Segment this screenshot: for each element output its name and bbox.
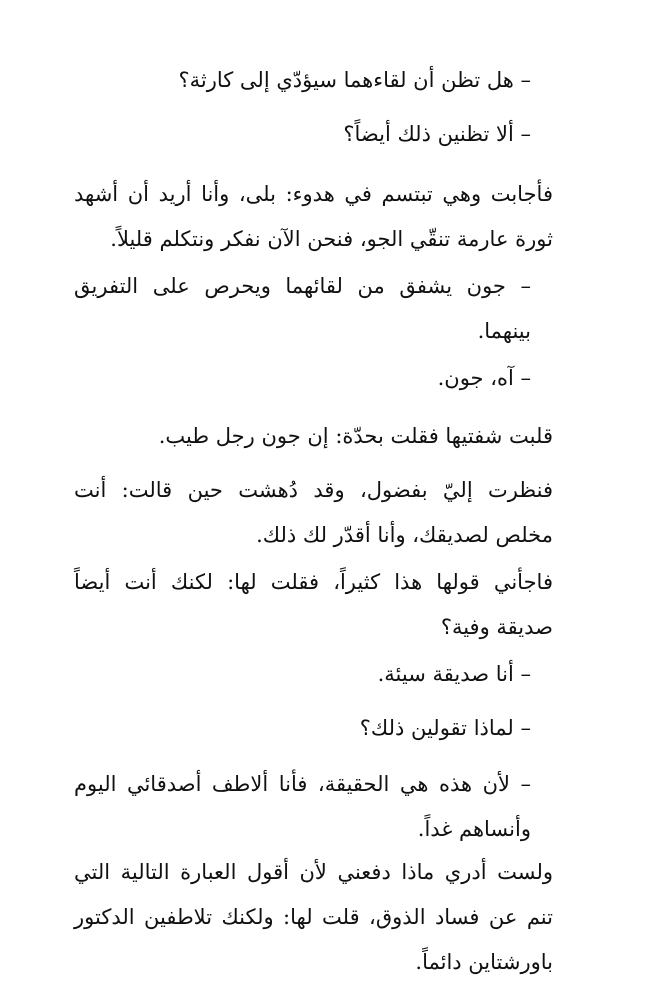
narration-5: ولست أدري ماذا دفعني لأن أقول العبارة التالية التي تنم عن فساد الذوق، قلت لها: ولكنك تلاطفين الدكتور باورشتاين دائماً. — [74, 860, 553, 974]
dialogue-line-7: – لأن هذه هي الحقيقة، فأنا ألاطف أصدقائي اليوم وأنساهم غداً. — [74, 772, 531, 841]
dialogue-line-5: – أنا صديقة سيئة. — [377, 662, 531, 686]
narration-1: فأجابت وهي تبتسم في هدوء: بلى، وأنا أريد أن أشهد ثورة عارمة تنقّي الجو، فنحن الآن نفكر ونتكلم قليلاً. — [74, 182, 553, 251]
dialogue-line-2: – ألا تظنين ذلك أيضاً؟ — [343, 122, 531, 146]
narration-3: فنظرت إليّ بفضول، وقد دُهشت حين قالت: أنت مخلص لصديقك، وأنا أقدّر لك ذلك. — [74, 478, 553, 547]
dialogue-line-4: – آه، جون. — [437, 366, 531, 390]
dialogue-line-3: – جون يشفق من لقائهما ويحرص على التفريق بينهما. — [74, 274, 531, 343]
narration-4: فاجأني قولها هذا كثيراً، فقلت لها: لكنك أنت أيضاً صديقة وفية؟ — [74, 570, 553, 639]
narration-2: قلبت شفتيها فقلت بحدّة: إن جون رجل طيب. — [158, 424, 553, 448]
dialogue-line-6: – لماذا تقولين ذلك؟ — [359, 716, 531, 740]
dialogue-line-1: – هل تظن أن لقاءهما سيؤدّي إلى كارثة؟ — [178, 68, 531, 92]
